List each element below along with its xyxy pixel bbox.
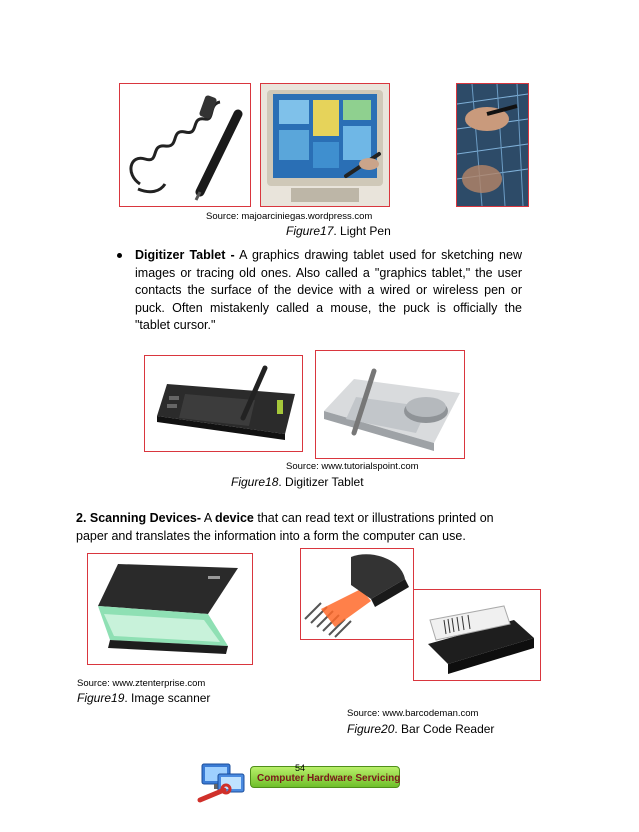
light-pen-image-2 (260, 83, 390, 207)
footer-computer-icon (196, 760, 256, 806)
fig17-caption-number: Figure17 (286, 224, 334, 238)
light-pen-image-3 (456, 83, 529, 207)
fig19-caption-number: Figure19 (77, 691, 125, 705)
page-number: 54 (295, 763, 306, 773)
fig18-caption-text: . Digitizer Tablet (278, 475, 364, 489)
scanning-paragraph (76, 509, 522, 545)
barcode-reader-image-1 (300, 548, 414, 640)
fig19-source: Source: www.ztenterprise.com (77, 678, 206, 689)
fig20-caption (347, 722, 494, 736)
light-pen-image-1 (119, 83, 251, 207)
image-scanner-image (87, 553, 253, 665)
scanning-post: that can read text or illustrations printed on paper and translates the information into a form the computer can use. (76, 511, 494, 543)
digitizer-tablet-image-1 (144, 355, 303, 452)
fig18-source: Source: www.tutorialspoint.com (286, 461, 419, 472)
fig17-caption-text: . Light Pen (333, 224, 391, 238)
scanning-pre: A (201, 511, 215, 525)
scanning-bold-word: device (214, 511, 254, 525)
footer-banner-text: Computer Hardware Servicing (257, 773, 401, 784)
digitizer-desc: A graphics drawing tablet used for sketching new images or tracing old ones. Also called a "graphics tablet," the user contacts the surface of the device with a wired or wireless pen or puck. Often mistakenly called a mouse, the puck is officially the "tablet cursor." (135, 248, 522, 332)
digitizer-tablet-image-2 (315, 350, 465, 459)
scanning-heading: 2. Scanning Devices- (76, 511, 202, 525)
fig17-caption (286, 224, 391, 238)
fig19-caption (77, 691, 210, 705)
fig20-caption-number: Figure20 (347, 722, 395, 736)
fig19-caption-text: . Image scanner (124, 691, 211, 705)
fig20-source: Source: www.barcodeman.com (347, 708, 479, 719)
fig18-caption-number: Figure18 (231, 475, 279, 489)
footer-banner (250, 766, 400, 788)
digitizer-paragraph (135, 247, 522, 335)
barcode-reader-image-2 (413, 589, 541, 681)
fig18-caption (231, 475, 364, 489)
bullet-dot (117, 253, 122, 258)
fig20-caption-text: . Bar Code Reader (394, 722, 495, 736)
digitizer-term: Digitizer Tablet - (135, 248, 235, 262)
fig17-source: Source: majoarciniegas.wordpress.com (206, 211, 373, 222)
